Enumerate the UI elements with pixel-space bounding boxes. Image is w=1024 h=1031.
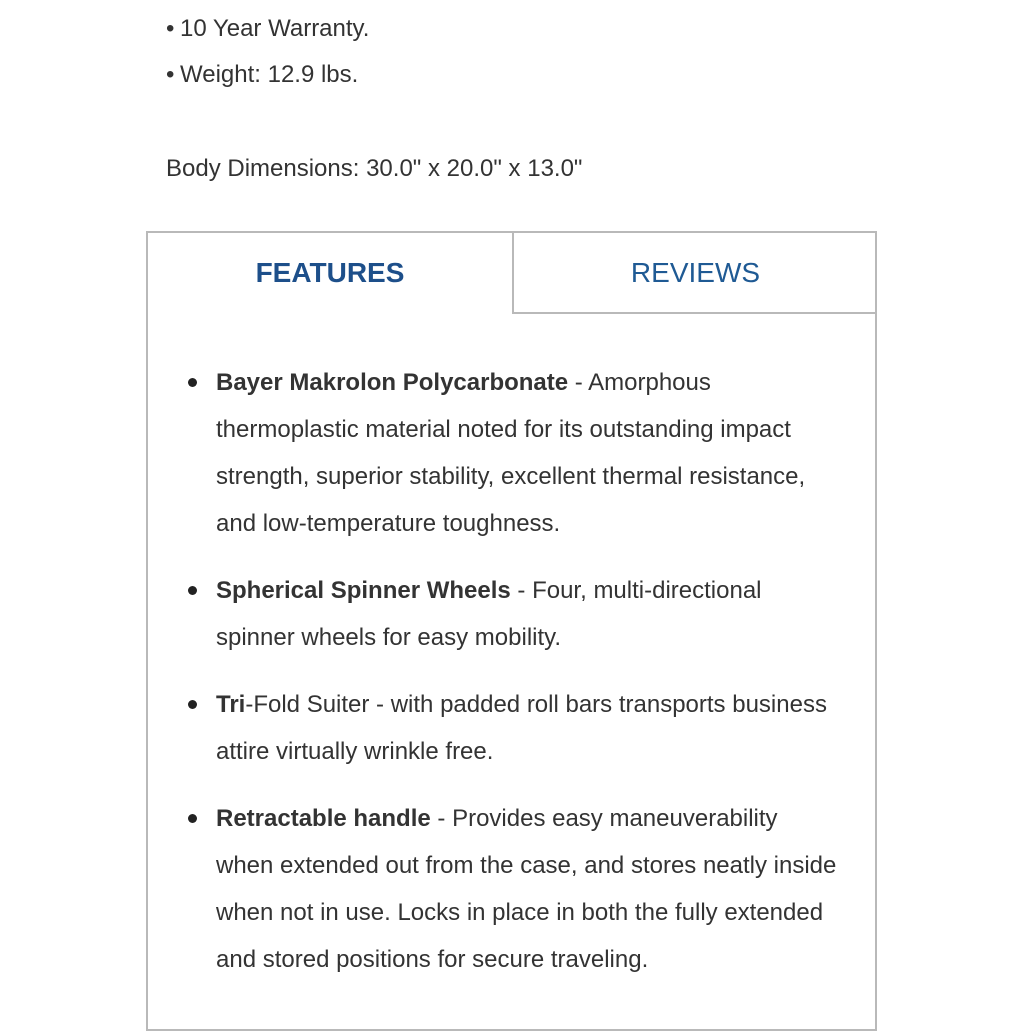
bullet: • — [166, 61, 175, 88]
list-item — [148, 567, 877, 661]
feature-title: Retractable handle — [216, 805, 431, 832]
bullet: • — [166, 15, 175, 42]
features-list — [148, 359, 877, 1003]
product-tabs-panel — [146, 231, 877, 1031]
feature-description: -Fold Suiter - with padded roll bars transports business attire virtually wrinkle free. — [216, 691, 827, 765]
feature-description: - Amorphous thermoplastic material noted for its outstanding impact strength, superior stability, excellent thermal resistance, and low-temperature toughness. — [216, 369, 806, 537]
feature-title: Bayer Makrolon Polycarbonate — [216, 369, 569, 396]
warranty-text: 10 Year Warranty. — [180, 15, 370, 42]
feature-description: - Four, multi-directional spinner wheels for easy mobility. — [216, 577, 762, 651]
spec-warranty — [166, 12, 866, 58]
list-item — [148, 795, 877, 983]
feature-description: - Provides easy maneuverability when extended out from the case, and stores neatly inside when not in use. Locks in place in both the fully extended and stored positions for secure traveling. — [216, 805, 837, 973]
feature-title: Tri — [216, 691, 246, 718]
bullet-icon — [188, 700, 197, 709]
bullet-icon — [188, 378, 197, 387]
spec-weight — [166, 58, 866, 104]
bullet-icon — [188, 814, 197, 823]
weight-text: Weight: 12.9 lbs. — [180, 61, 359, 88]
bullet-icon — [188, 586, 197, 595]
body-dimensions: Body Dimensions: 30.0" x 20.0" x 13.0" — [166, 155, 583, 182]
list-item — [148, 359, 877, 547]
list-item — [148, 681, 877, 775]
tab-reviews[interactable]: REVIEWS — [512, 233, 877, 314]
feature-title: Spherical Spinner Wheels — [216, 577, 511, 604]
product-specs — [166, 12, 866, 104]
tab-features[interactable]: FEATURES — [255, 257, 405, 288]
